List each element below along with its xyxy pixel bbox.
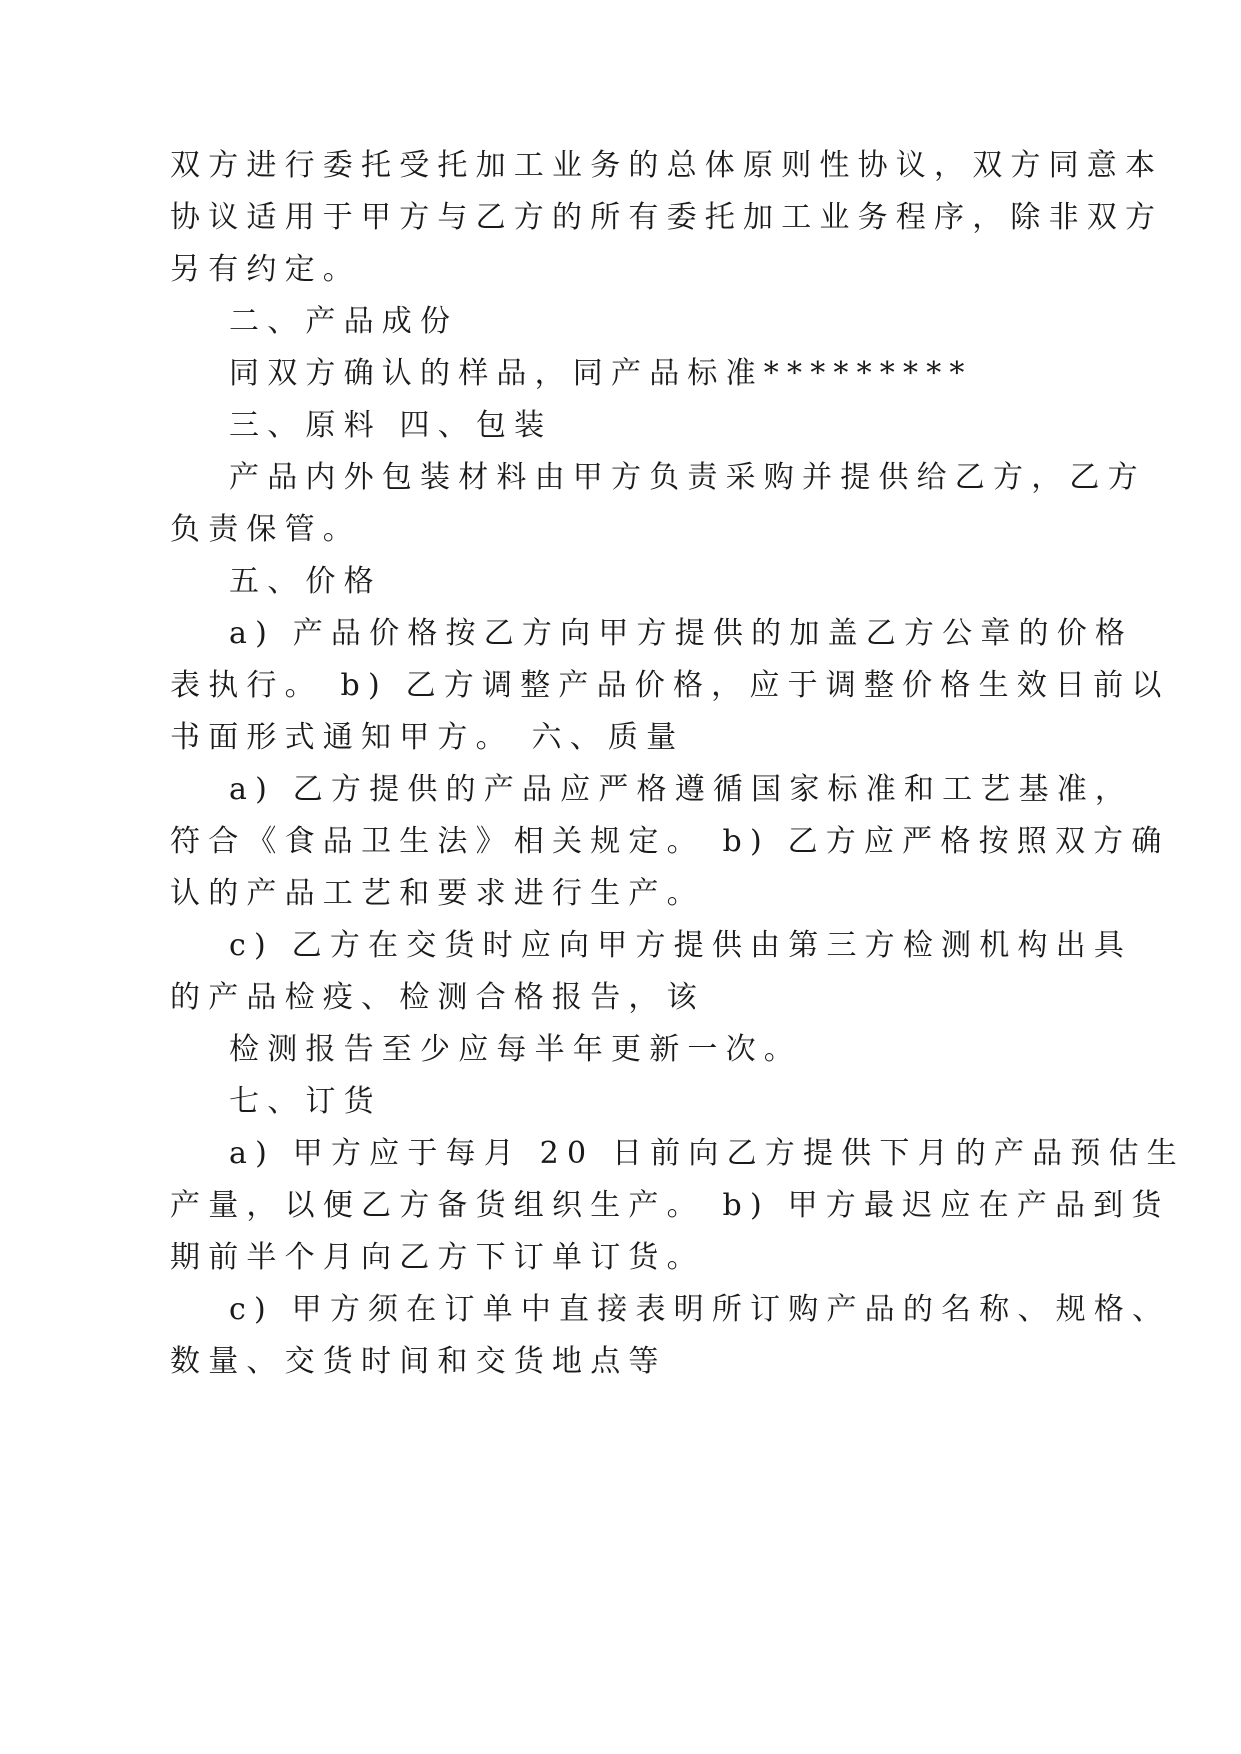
- text-line: c) 乙方在交货时应向甲方提供由第三方检测机构出具: [229, 928, 1133, 963]
- section-heading: 五、价格: [229, 564, 382, 599]
- text-line: 产量，以便乙方备货组织生产。 b) 甲方最迟应在产品到货: [170, 1188, 1170, 1223]
- text-line: 双方进行委托受托加工业务的总体原则性协议，双方同意本: [170, 148, 1164, 183]
- section-heading: 七、订货: [229, 1084, 382, 1119]
- text-line: 表执行。 b) 乙方调整产品价格，应于调整价格生效日前以: [170, 668, 1170, 703]
- text-line: 同双方确认的样品，同产品标准*********: [229, 356, 973, 391]
- text-line: 检测报告至少应每半年更新一次。: [229, 1032, 802, 1067]
- section-heading: 三、原料 四、包装: [229, 408, 553, 443]
- text-line: 书面形式通知甲方。 六、质量: [170, 720, 685, 755]
- text-line: a) 乙方提供的产品应严格遵循国家标准和工艺基准，: [229, 772, 1134, 807]
- text-line: 期前半个月向乙方下订单订货。: [170, 1240, 705, 1275]
- text-line: 认的产品工艺和要求进行生产。: [170, 876, 705, 911]
- section-heading: 二、产品成份: [229, 304, 459, 339]
- text-line: 的产品检疫、检测合格报告，该: [170, 980, 705, 1015]
- text-line: a) 甲方应于每月 20 日前向乙方提供下月的产品预估生: [229, 1136, 1185, 1171]
- text-line: c) 甲方须在订单中直接表明所订购产品的名称、规格、: [229, 1292, 1171, 1327]
- text-line: 产品内外包装材料由甲方负责采购并提供给乙方，乙方: [229, 460, 1146, 495]
- text-line: 负责保管。: [170, 512, 361, 547]
- text-line: a) 产品价格按乙方向甲方提供的加盖乙方公章的价格: [229, 616, 1134, 651]
- text-line: 另有约定。: [170, 252, 361, 287]
- text-line: 数量、交货时间和交货地点等: [170, 1344, 667, 1379]
- text-line: 协议适用于甲方与乙方的所有委托加工业务程序，除非双方: [170, 200, 1164, 235]
- text-line: 符合《食品卫生法》相关规定。 b) 乙方应严格按照双方确: [170, 824, 1170, 859]
